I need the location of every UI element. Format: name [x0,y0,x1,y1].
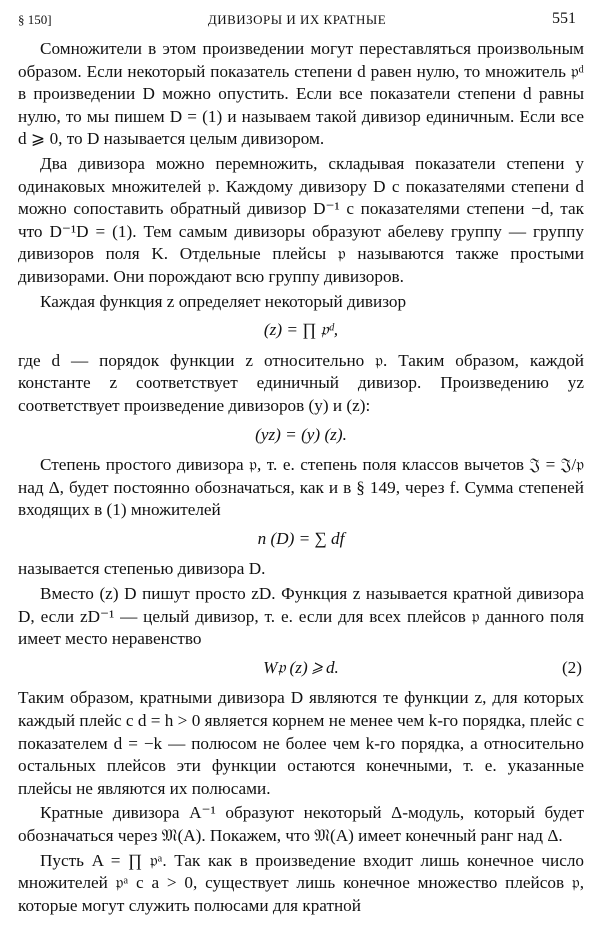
paragraph: Кратные дивизора A⁻¹ образуют некоторый Δ-модуль, который будет обозначаться через 𝔐(A). Покажем, что 𝔐(A) имеет конечный ранг над Δ. [18,803,584,845]
equation-degree: n (D) = ∑ df [257,528,345,548]
paragraph: называется степенью дивизора D. [18,559,266,579]
page-number: 551 [552,10,576,27]
paragraph: Каждая функция z определяет некоторый дивизор [40,291,407,311]
paragraph: Сомножители в этом произведении могут переставляться произвольным образом. Если некоторый показатель степени d равен нулю, то множитель 𝔭ᵈ в произведении D можно опустить. Если все показатели степени d равны нулю, то мы пишем D = (1) и называем такой дивизор единичным. Если все d ⩾ 0, то D называется целым дивизором. [18,39,584,149]
equation-product: (yz) = (y) (z). [255,424,347,444]
chapter-title: ДИВИЗОРЫ И ИХ КРАТНЫЕ [207,12,387,27]
paragraph: Степень простого дивизора 𝔭, т. е. степень поля классов вычетов 𝔍 = 𝔍/𝔭 над Δ, будет постоянно обозначаться, как и в § 149, через f. Сумма степеней входящих в (1) множителей [18,455,584,520]
equation-divisor: (z) = ∏ 𝔭ᵈ, [263,320,339,340]
paragraph: Пусть A = ∏ 𝔭ᵃ. Так как в произведение входит лишь конечное число множителей 𝔭ᵃ с a > 0, существует лишь конечное множество плейсов 𝔭, которые могут служить полюсами для кратной [18,850,584,915]
equation-number: (2) [561,657,582,677]
running-header [18,10,576,32]
page-body [18,38,584,917]
equation-inequality-body: W𝔭 (z) ⩾ d. [263,657,339,677]
paragraph: Таким образом, кратными дивизора D являются те функции z, для которых каждый плейс с d = h > 0 является корнем не менее чем k-го порядка, плейс с показателем d = −k — полюсом не более чем k-го порядка, а относительно остальных плейсов эти функции остаются конечными, т. е. указанные плейсы не являются их полюсами. [18,688,584,798]
section-marker: § 150] [18,12,52,27]
paragraph: Вместо (z) D пишут просто zD. Функция z называется кратной дивизора D, если zD⁻¹ — целый дивизор, т. е. если для всех плейсов 𝔭 данного поля имеет место неравенство [18,584,584,649]
paragraph: Два дивизора можно перемножить, складывая показатели степени у одинаковых множителей 𝔭. Каждому дивизору D с показателями степени d можно сопоставить обратный дивизор D⁻¹ с показателями степени −d, так что D⁻¹D = (1). Тем самым дивизоры образуют абелеву группу — группу дивизоров поля K. Отдельные плейсы 𝔭 называются также простыми дивизорами. Они порождают всю группу дивизоров. [18,153,584,286]
paragraph: где d — порядок функции z относительно 𝔭. Таким образом, каждой константе z соответствует единичный дивизор. Произведению yz соответствует произведение дивизоров (y) и (z): [18,350,584,415]
equation-inequality [18,657,584,680]
